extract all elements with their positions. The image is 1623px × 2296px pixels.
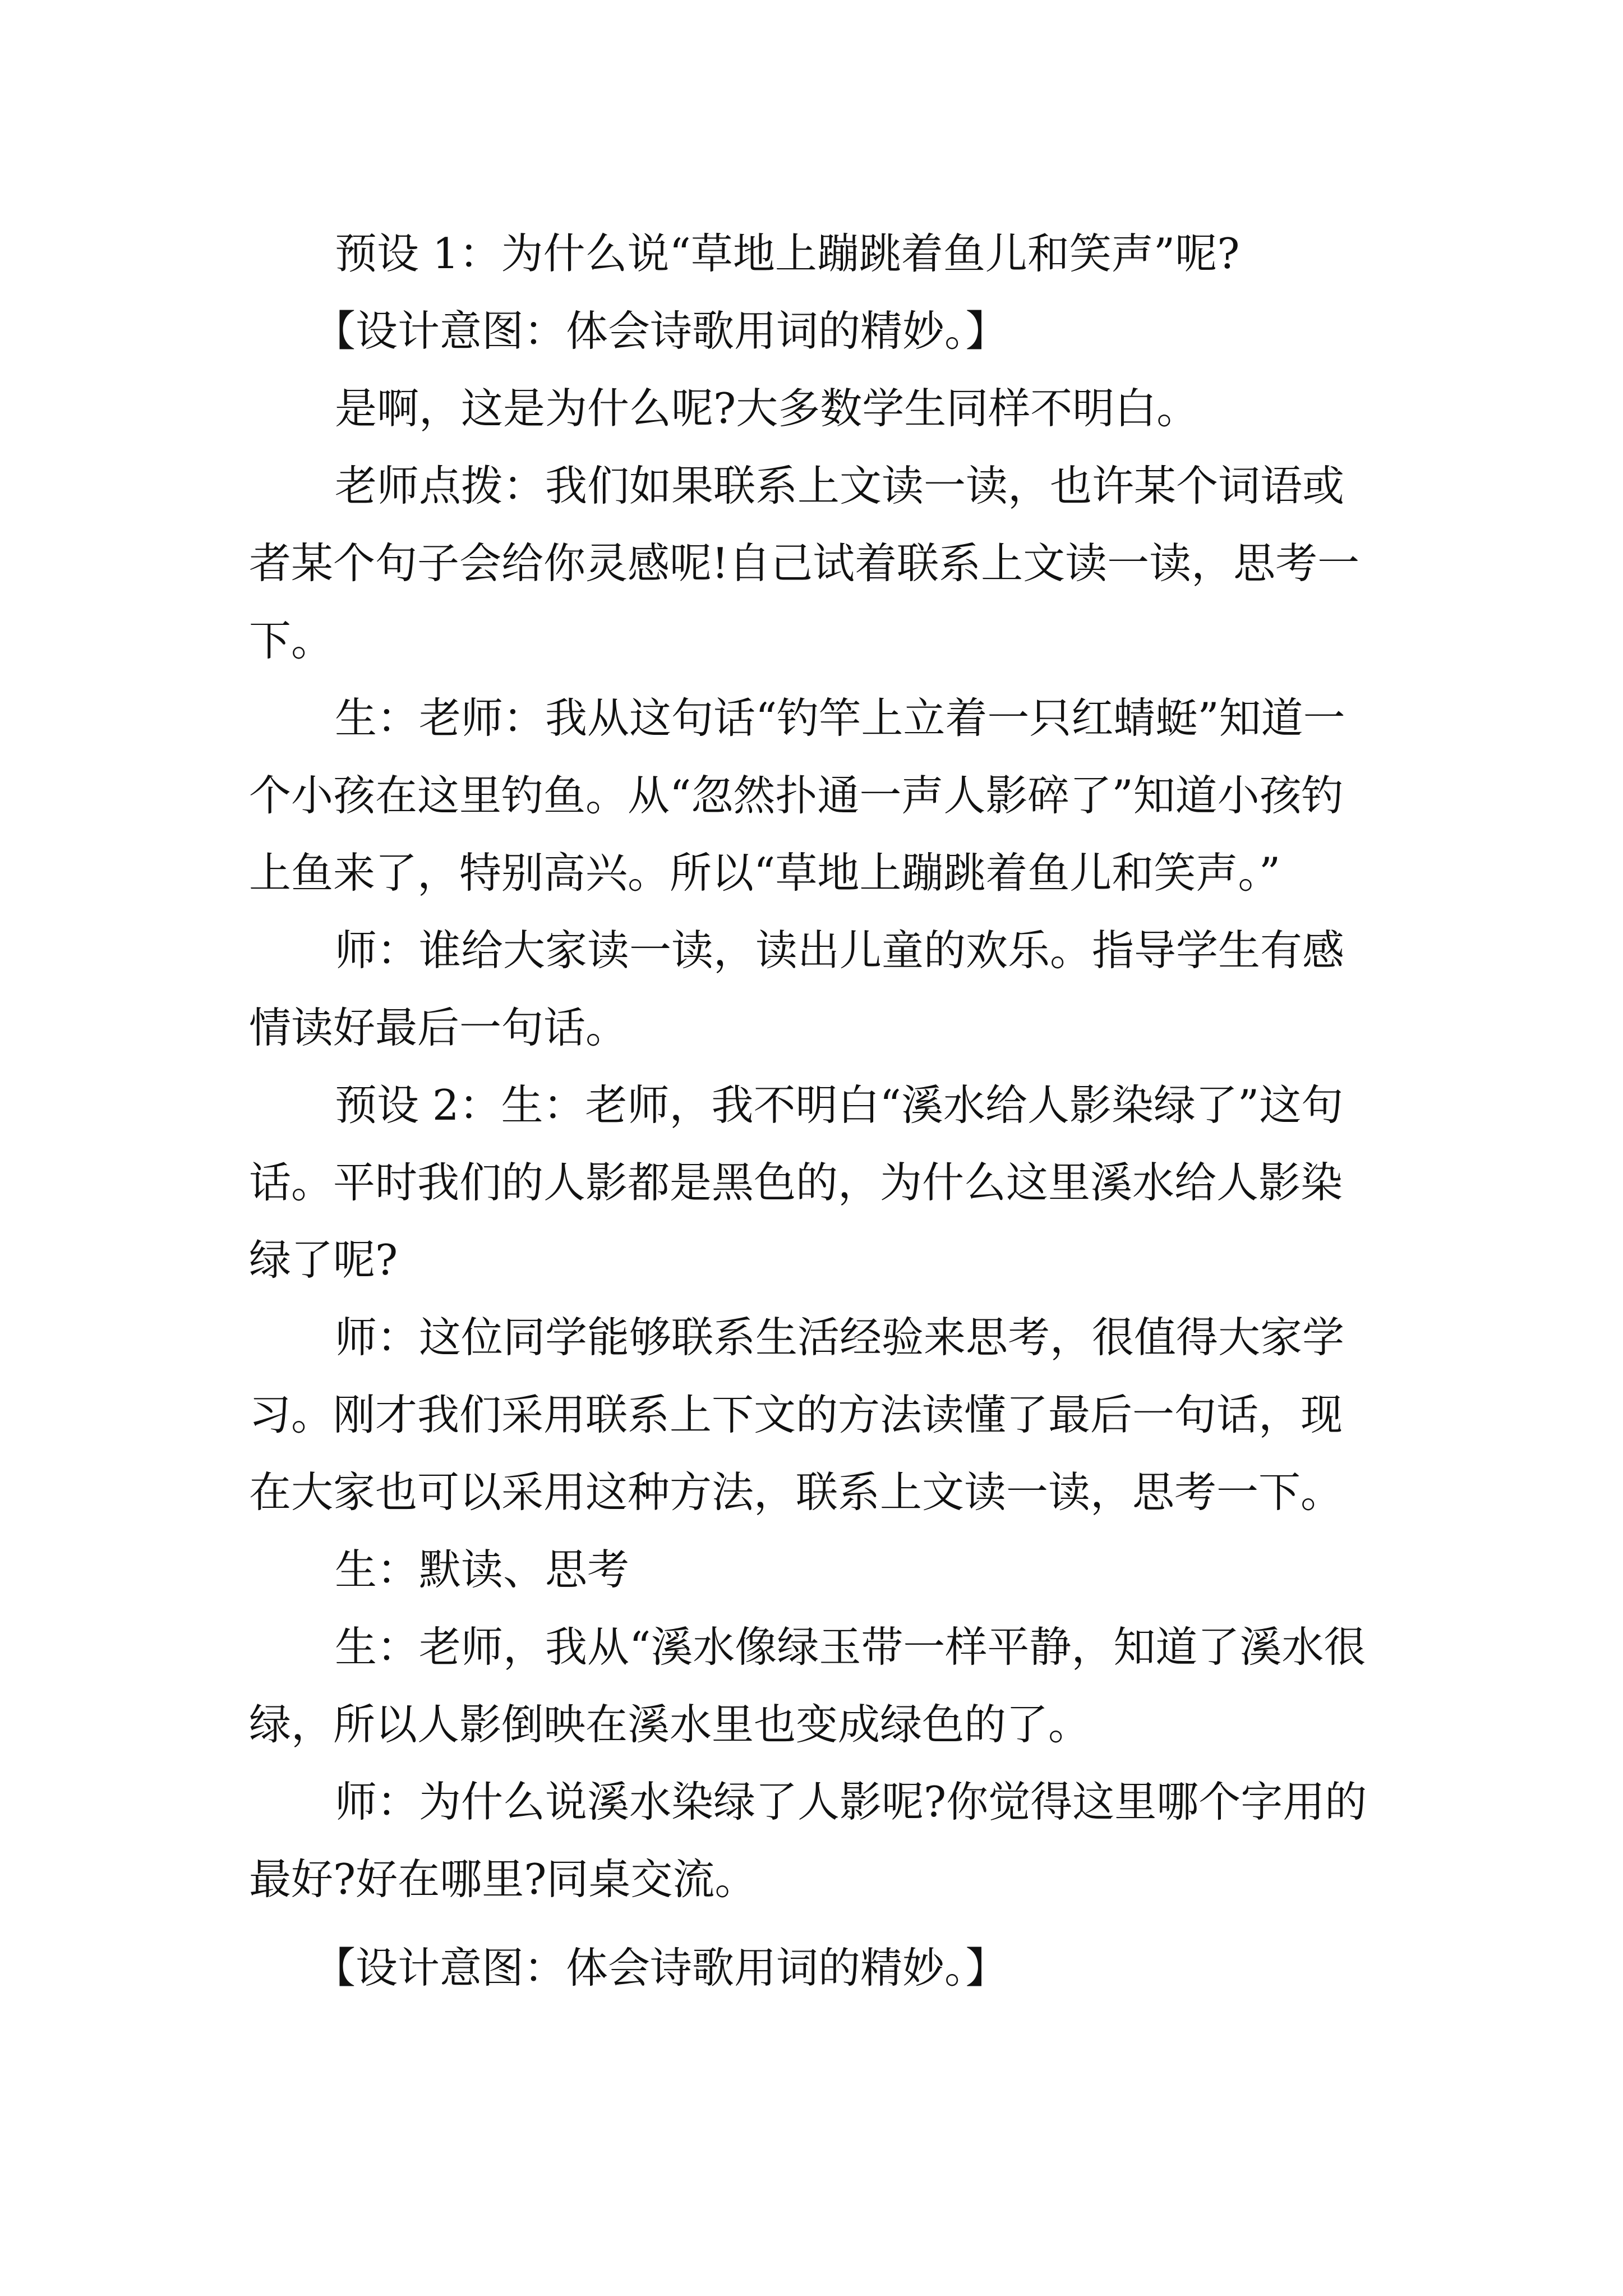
paragraph-design-intent-1: 【设计意图：体会诗歌用词的精妙。】 (313, 306, 1008, 356)
paragraph-student-answer-2: 生：老师，我从“溪水像绿玉带一样平静，知道了溪水很绿，所以人影倒映在溪水里也变成绿色的了。 (249, 1622, 1366, 1749)
document-body (249, 215, 1376, 2007)
paragraph-preset-1: 预设 1：为什么说“草地上蹦跳着鱼儿和笑声”呢? (335, 229, 1240, 278)
paragraph-student-answer-1: 生：老师：我从这句话“钓竿上立着一只红蜻蜓”知道一个小孩在这里钓鱼。从“忽然扑通一声人影碎了”知道小孩钓上鱼来了，特别高兴。所以“草地上蹦跳着鱼儿和笑声。” (249, 693, 1345, 898)
paragraph-teacher-guidance: 老师点拨：我们如果联系上文读一读，也许某个词语或者某个句子会给你灵感呢!自己试着联系上文读一读，思考一下。 (249, 461, 1360, 665)
paragraph-teacher-question: 师：为什么说溪水染绿了人影呢?你觉得这里哪个字用的最好?好在哪里?同桌交流。 (249, 1777, 1367, 1904)
paragraph-student-confusion: 是啊，这是为什么呢?大多数学生同样不明白。 (335, 384, 1199, 433)
paragraph-student-silent-reading: 生：默读、思考 (335, 1545, 630, 1594)
paragraph-preset-2: 预设 2：生：老师，我不明白“溪水给人影染绿了”这句话。平时我们的人影都是黑色的，为什么这里溪水给人影染绿了呢? (249, 1080, 1344, 1285)
paragraph-teacher-praise: 师：这位同学能够联系生活经验来思考，很值得大家学习。刚才我们采用联系上下文的方法读懂了最后一句话，现在大家也可以采用这种方法，联系上文读一读，思考一下。 (249, 1313, 1345, 1517)
paragraph-design-intent-2: 【设计意图：体会诗歌用词的精妙。】 (313, 1943, 1008, 1993)
paragraph-teacher-reading: 师：谁给大家读一读，读出儿童的欢乐。指导学生有感情读好最后一句话。 (249, 926, 1345, 1052)
